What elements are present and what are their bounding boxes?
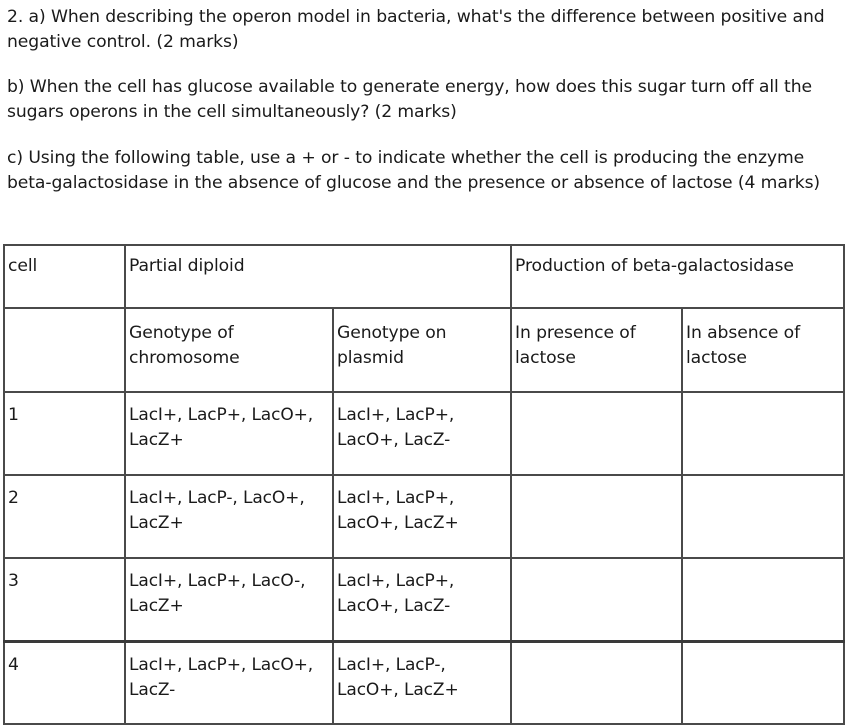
table-row	[4, 392, 844, 475]
table-header-row	[4, 245, 844, 308]
cell-number: 4	[4, 641, 125, 724]
answer-absence[interactable]	[682, 558, 844, 641]
subheader-absence: In absence of lactose	[682, 308, 844, 392]
table-subheader-row	[4, 308, 844, 392]
cell-number: 3	[4, 558, 125, 641]
question-b: b) When the cell has glucose available to generate energy, how does this sugar turn off all the sugars operons in the cell simultaneously? (2 marks)	[7, 77, 812, 122]
table-row	[4, 475, 844, 558]
plasmid-genotype: LacI+, LacP-, LacO+, LacZ+	[333, 641, 511, 724]
answer-presence[interactable]	[511, 641, 682, 724]
plasmid-genotype: LacI+, LacP+, LacO+, LacZ-	[333, 392, 511, 475]
chromosome-genotype: LacI+, LacP+, LacO+, LacZ-	[125, 641, 333, 724]
answer-presence[interactable]	[511, 475, 682, 558]
chromosome-genotype: LacI+, LacP-, LacO+, LacZ+	[125, 475, 333, 558]
genotype-table	[3, 244, 845, 725]
chromosome-genotype: LacI+, LacP+, LacO+, LacZ+	[125, 392, 333, 475]
cell-number: 1	[4, 392, 125, 475]
plasmid-genotype: LacI+, LacP+, LacO+, LacZ-	[333, 558, 511, 641]
table-row	[4, 641, 844, 724]
subheader-empty	[4, 308, 125, 392]
cell-number: 2	[4, 475, 125, 558]
question-c: c) Using the following table, use a + or - to indicate whether the cell is producing the enzyme beta-galactosidase in the absence of glucose and the presence or absence of lactose (4 marks)	[7, 148, 821, 193]
answer-presence[interactable]	[511, 392, 682, 475]
answer-absence[interactable]	[682, 392, 844, 475]
table-row	[4, 558, 844, 641]
header-cell: cell	[4, 245, 125, 308]
subheader-presence: In presence of lactose	[511, 308, 682, 392]
answer-absence[interactable]	[682, 475, 844, 558]
chromosome-genotype: LacI+, LacP+, LacO-, LacZ+	[125, 558, 333, 641]
answer-presence[interactable]	[511, 558, 682, 641]
subheader-chromosome: Genotype of chromosome	[125, 308, 333, 392]
subheader-plasmid: Genotype on plasmid	[333, 308, 511, 392]
header-partial-diploid: Partial diploid	[125, 245, 511, 308]
plasmid-genotype: LacI+, LacP+, LacO+, LacZ+	[333, 475, 511, 558]
question-a: 2. a) When describing the operon model in bacteria, what's the difference between positive and negative control. (2 marks)	[7, 7, 825, 52]
header-production: Production of beta-galactosidase	[511, 245, 844, 308]
answer-absence[interactable]	[682, 641, 844, 724]
